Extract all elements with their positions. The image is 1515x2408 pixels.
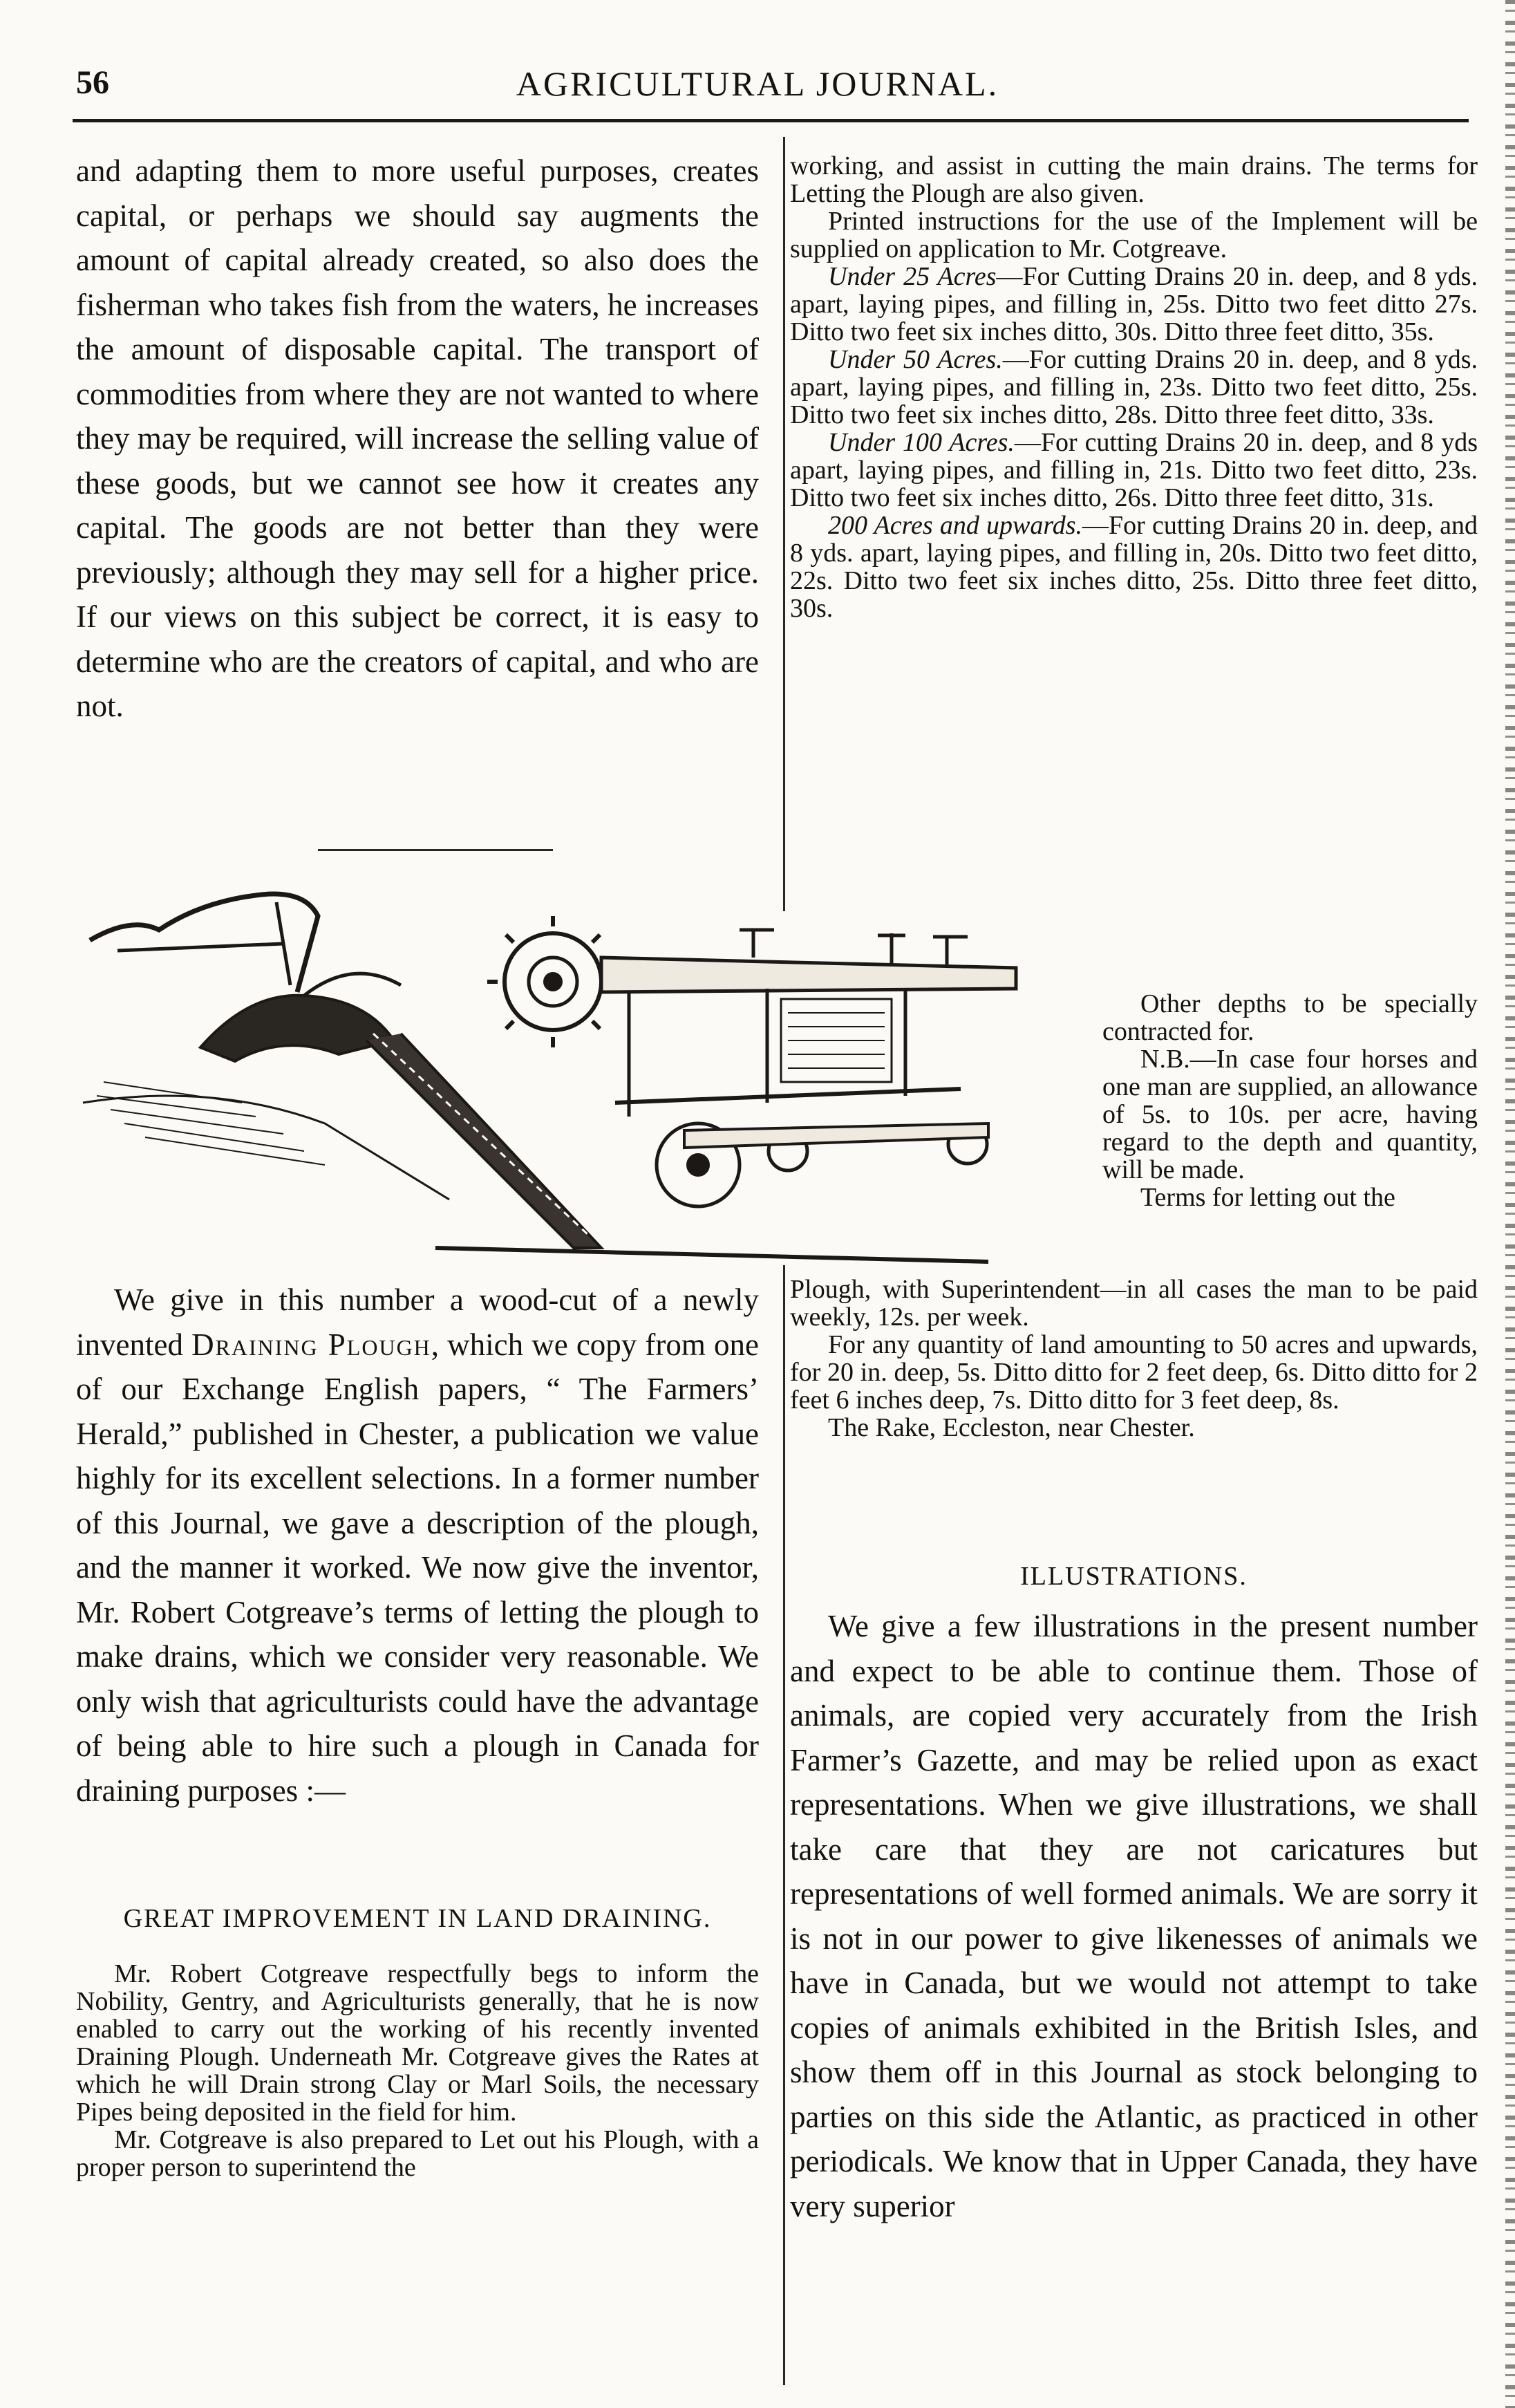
rates-continuation: working, and assist in cutting the main drains. The terms for Letting the Plough are also given.	[790, 151, 1478, 208]
column-rule-top	[783, 137, 785, 911]
illustrations-paragraph: We give a few illustrations in the present number and expect to be able to continue them. Those of animals, are copied very accurately from the Irish Farmer’s Gazette, and may be relied upon as exact representations. When we give illustrations, we shall take care that they are not caricatures but representations of well formed animals. We are sorry it is not in our power to give likenesses of animals we have in Canada, but we would not attempt to take copies of animals exhibited in the British Isles, and show them off in this Journal as stock belonging to parties on this side the Atlantic, as practiced in other periodicals. We know that in Upper Canada, they have very superior	[790, 1609, 1478, 2223]
right-side-notes	[1102, 990, 1478, 1211]
intro-paragraph	[76, 1278, 759, 1813]
terms-continuation: Plough, with Superintendent—in all cases the man to be paid weekly, 12s. per week.	[790, 1275, 1478, 1332]
column-rule-bottom	[783, 1265, 785, 2385]
instructions-paragraph: Printed instructions for the use of the Implement will be supplied on application to Mr. Cotgreave.	[790, 207, 1478, 263]
rate-label: 200 Acres and upwards.	[828, 511, 1083, 540]
quantity-paragraph: For any quantity of land amounting to 50 acres and upwards, for 20 in. deep, 5s. Ditto ditto for 2 feet deep, 6s. Ditto ditto for 2 feet 6 inches deep, 7s. Ditto ditto for 3 feet deep, 8s.	[790, 1330, 1478, 1415]
rate-label: Under 25 Acres	[828, 262, 997, 291]
rate-200-upwards	[790, 512, 1478, 622]
rate-text: —For Cutting Drains 20 in. deep, and 8 yds. apart, laying pipes, and filling in, 25s. Ditto two feet ditto 27s. Ditto two feet six inches ditto, 30s. Ditto three feet ditto, 35s.	[790, 262, 1478, 346]
illustrations-text	[790, 1604, 1478, 2228]
intro-end: , which we copy from one of our Exchange English papers, “ The Farmers’ Herald,” published in Chester, a publication we value highly for its excellent selections. In a former number of this Journal, we gave a description of the plough, and the manner it worked. We now give the inventor, Mr. Robert Cotgreave’s terms of letting the plough to make drains, which we consider very reasonable. We only wish that agriculturists could have the advantage of being able to hire such a plough in Canada for draining purposes :—	[76, 1327, 759, 1808]
rate-under-100	[790, 429, 1478, 512]
page-number: 56	[76, 64, 109, 101]
address-line: The Rake, Eccleston, near Chester.	[828, 1413, 1195, 1442]
right-bottom-terms	[790, 1276, 1478, 1441]
rate-text: —For cutting Drains 20 in. deep, and 8 yds. apart, laying pipes, and filling in, 20s. Ditto two feet ditto, 22s. Ditto two feet six inches ditto, 25s. Ditto three feet ditto, 30s.	[790, 511, 1478, 623]
rate-under-25	[790, 263, 1478, 346]
terms-start: Terms for letting out the	[1140, 1183, 1395, 1212]
header-rule	[73, 119, 1469, 122]
notice-paragraph-2: Mr. Cotgreave is also prepared to Let out his Plough, with a proper person to superintend the	[76, 2125, 759, 2182]
rate-label: Under 50 Acres.	[828, 345, 1003, 374]
notice-paragraph-1: Mr. Robert Cotgreave respectfully begs to inform the Nobility, Gentry, and Agriculturists generally, that he is now enabled to carry out the working of his recently invented Draining Plough. Underneath Mr. Cotgreave gives the Rates at which he will Drain strong Clay or Marl Soils, the necessary Pipes being deposited in the field for him.	[76, 1959, 759, 2127]
left-bottom-text	[76, 1278, 759, 1813]
draining-plough-name: Draining Plough	[191, 1327, 431, 1362]
rate-label: Under 100 Acres.	[828, 428, 1015, 457]
rate-text: —For cutting Drains 20 in. deep, and 8 yds. apart, laying pipes, and filling in, 23s. Ditto two feet ditto, 25s. Ditto two feet six inches ditto, 28s. Ditto three feet ditto, 33s.	[790, 345, 1478, 429]
left-top-text	[76, 149, 759, 729]
left-top-paragraph: and adapting them to more useful purposes, creates capital, or perhaps we should say augments the amount of capital already created, so also does the fisherman who takes fish from the waters, he increases the amount of disposable capital. The transport of commodities from where they are not wanted to where they may be required, will increase the selling value of these goods, but we cannot see how it creates any capital. The goods are not better than they were previously; although they may sell for a higher price. If our views on this subject be correct, it is easy to determine who are the creators of capital, and who are not.	[76, 153, 759, 723]
running-head: AGRICULTURAL JOURNAL.	[516, 64, 999, 103]
other-depths: Other depths to be specially contracted for.	[1102, 989, 1478, 1046]
cotgreave-notice	[76, 1960, 759, 2181]
rate-under-50	[790, 346, 1478, 429]
intro-start: We give in this number a wood-cut of a newly invented	[76, 1282, 759, 1362]
land-draining-heading-block	[76, 1901, 759, 1936]
land-draining-heading: GREAT IMPROVEMENT IN LAND DRAINING.	[123, 1904, 712, 1933]
right-top-text	[790, 152, 1478, 622]
illustrations-heading: ILLUSTRATIONS.	[1020, 1562, 1248, 1591]
rate-text: —For cutting Drains 20 in. deep, and 8 yds apart, laying pipes, and filling in, 21s. Ditto two feet ditto, 23s. Ditto two feet six inches ditto, 26s. Ditto three feet ditto, 31s.	[790, 428, 1478, 512]
page-edge-shadow	[1505, 0, 1515, 2408]
section-divider	[318, 849, 553, 851]
illustrations-heading-block	[790, 1559, 1478, 1594]
nb-paragraph: N.B.—In case four horses and one man are supplied, an allowance of 5s. to 10s. per acre, having regard to the depth and quantity, will be made.	[1102, 1045, 1478, 1184]
draining-plough-illustration	[76, 875, 1085, 1276]
